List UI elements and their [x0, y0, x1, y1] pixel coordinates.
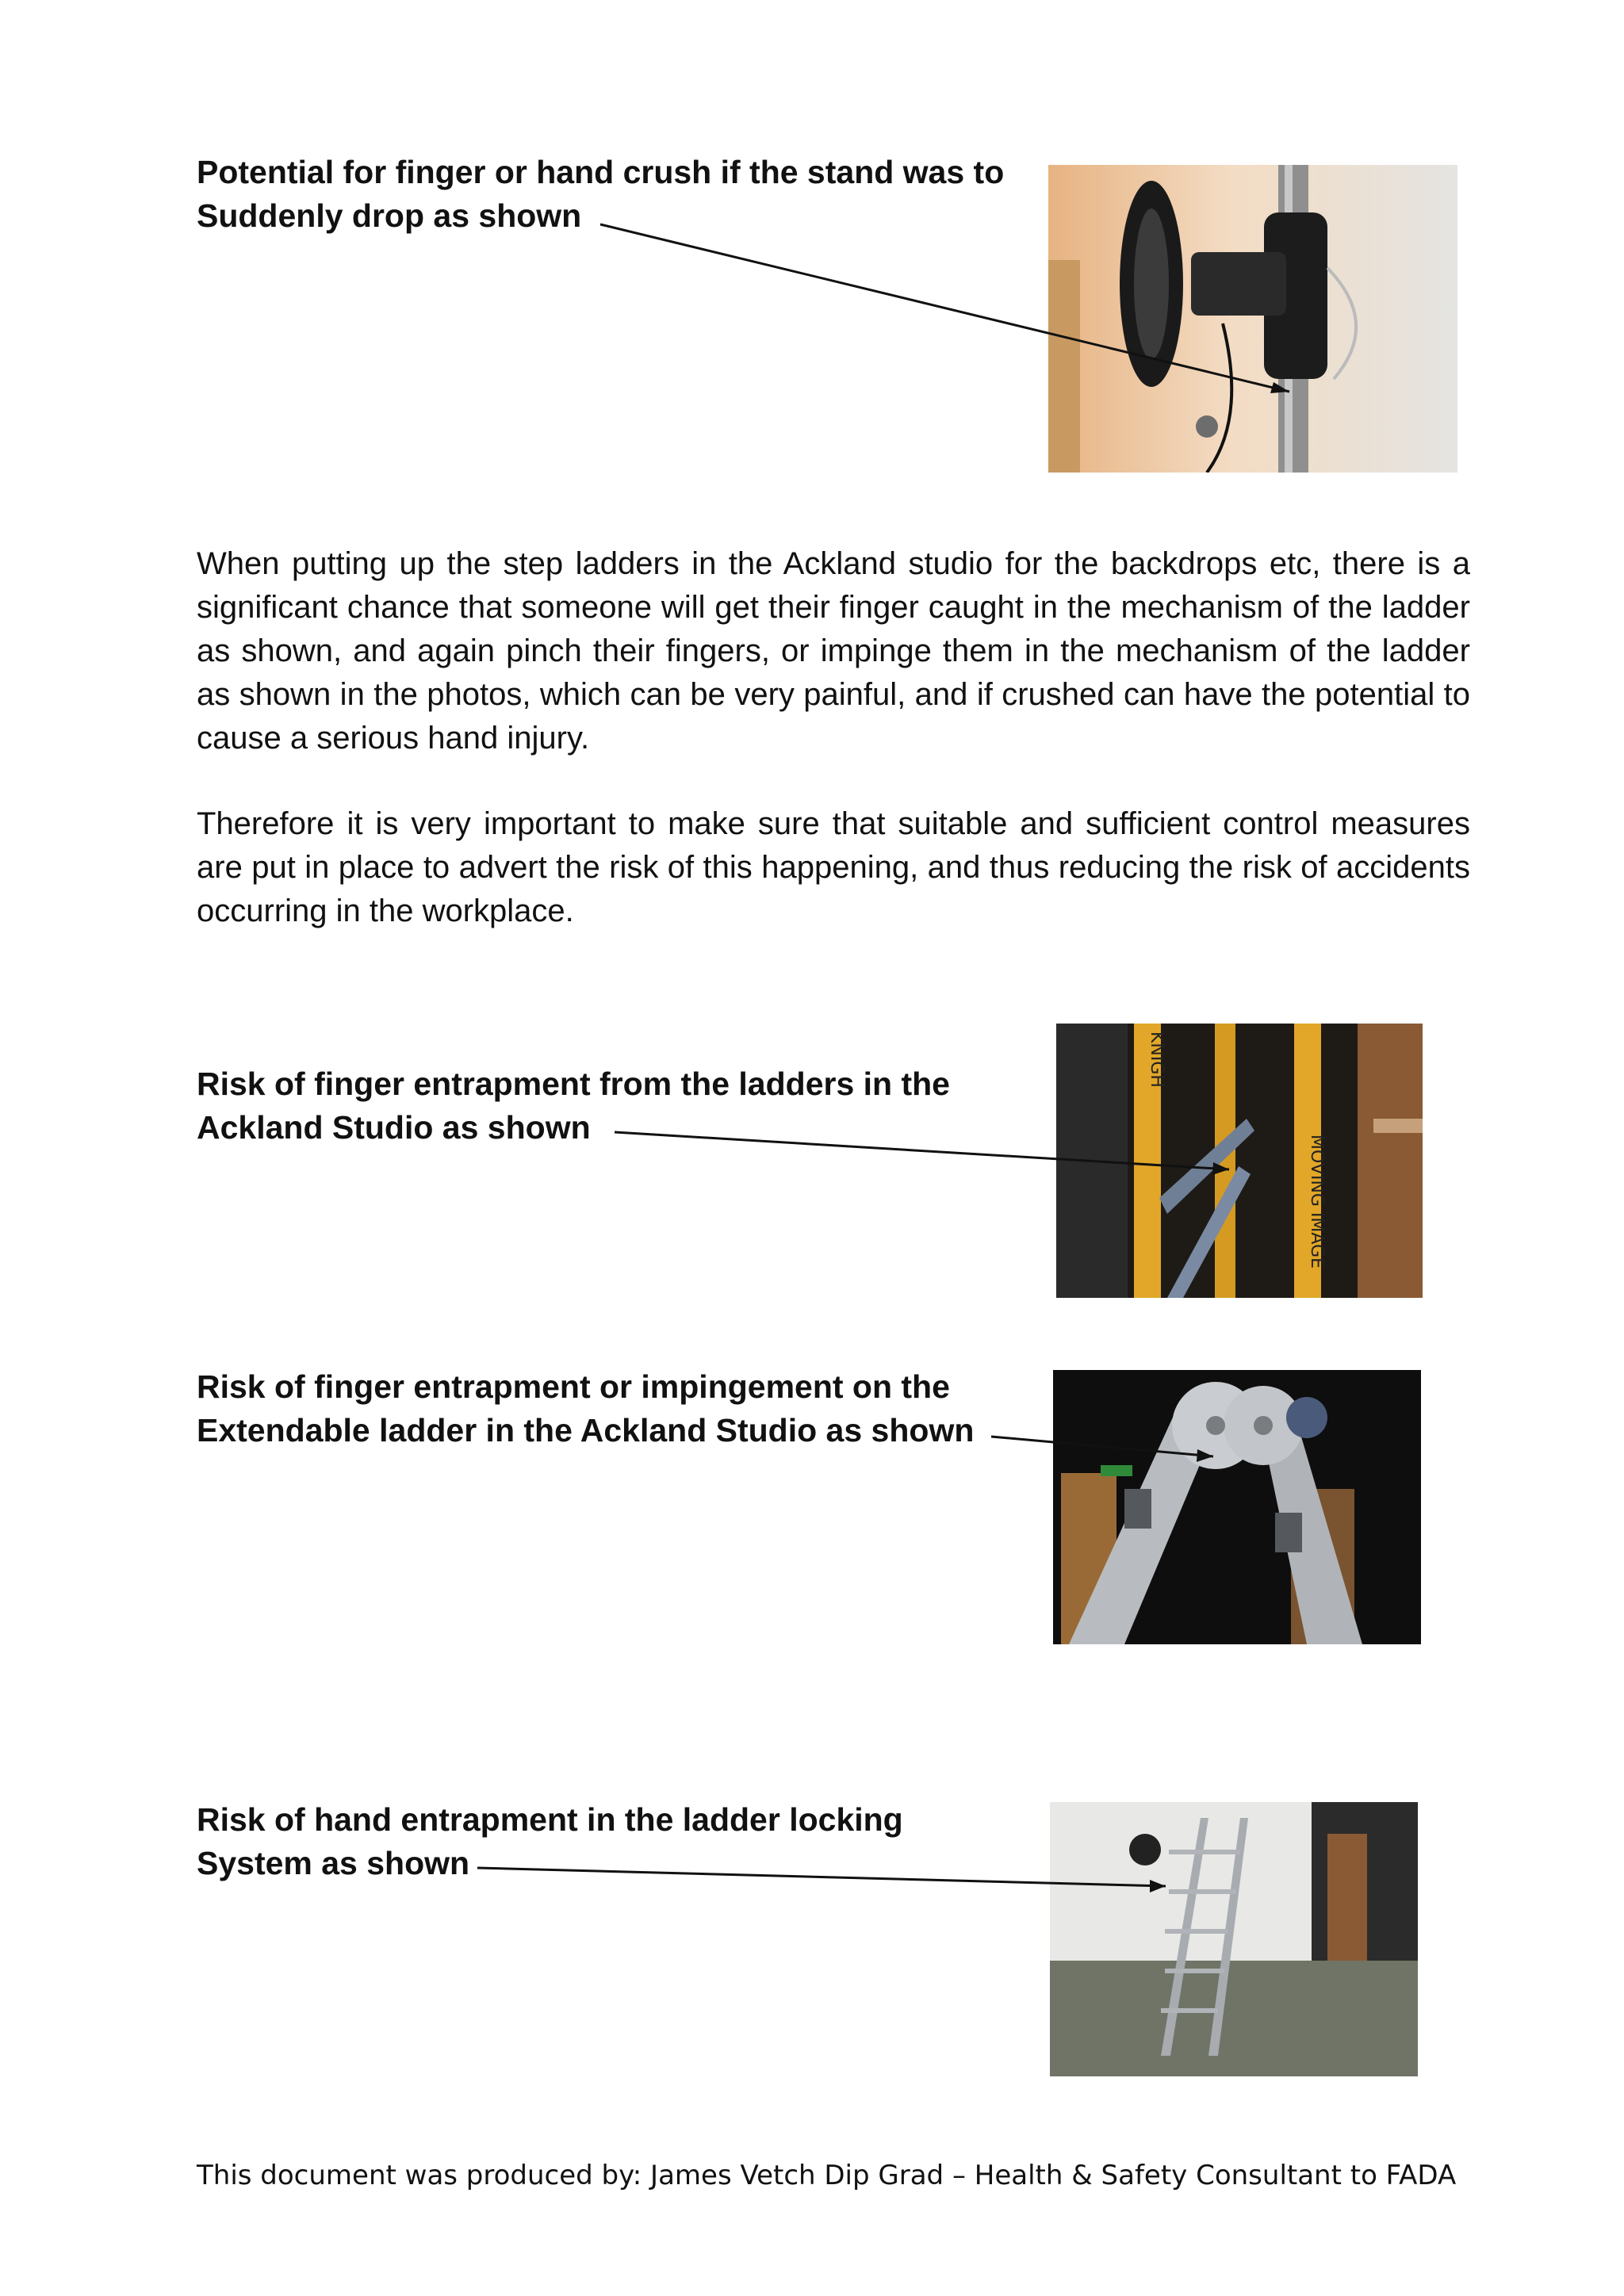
ladder-hinge-photo: [1053, 1370, 1421, 1644]
body-paragraph-control-measures: Therefore it is very important to make sure that suitable and sufficient control measures are put in place to advert the risk of this happening, and thus reducing the risk of accidents occurring in the workplace.: [197, 806, 1470, 928]
caption-stand-crush: [197, 151, 1004, 238]
caption-line: Ackland Studio as shown: [197, 1109, 591, 1146]
caption-line: Risk of finger entrapment from the ladders in the: [197, 1066, 950, 1102]
caption-line: System as shown: [197, 1845, 470, 1881]
caption-line: Suddenly drop as shown: [197, 197, 582, 234]
caption-step-ladder-entrapment: [197, 1062, 950, 1150]
ladder-label-moving-image: MOVING IMAGE: [1307, 1135, 1327, 1269]
document-footer: This document was produced by: James Vetch Dip Grad – Health & Safety Consultant to FADA: [197, 2160, 1457, 2191]
stand-clamp-photo: [1048, 165, 1457, 473]
body-paragraph-ladder-risk: When putting up the step ladders in the Ackland studio for the backdrops etc, there is a significant chance that someone will get their finger caught in the mechanism of the ladder as shown, and again pinch their fingers, or impinge them in the mechanism of the ladder as shown in the photos, which can be very painful, and if crushed can have the potential to cause a serious hand injury.: [197, 546, 1470, 756]
ladder-in-studio-photo: [1050, 1802, 1418, 2076]
caption-line: Potential for finger or hand crush if the stand was to: [197, 154, 1005, 190]
caption-ladder-locking-system: [197, 1798, 903, 1885]
ladder-label-knigh: KNIGH: [1147, 1031, 1166, 1088]
caption-line: Risk of finger entrapment or impingement on the: [197, 1368, 950, 1405]
caption-line: Extendable ladder in the Ackland Studio as shown: [197, 1412, 975, 1448]
caption-extendable-ladder-impingement: [197, 1365, 974, 1452]
caption-line: Risk of hand entrapment in the ladder locking: [197, 1801, 903, 1838]
yellow-step-ladders-photo: [1056, 1024, 1423, 1298]
